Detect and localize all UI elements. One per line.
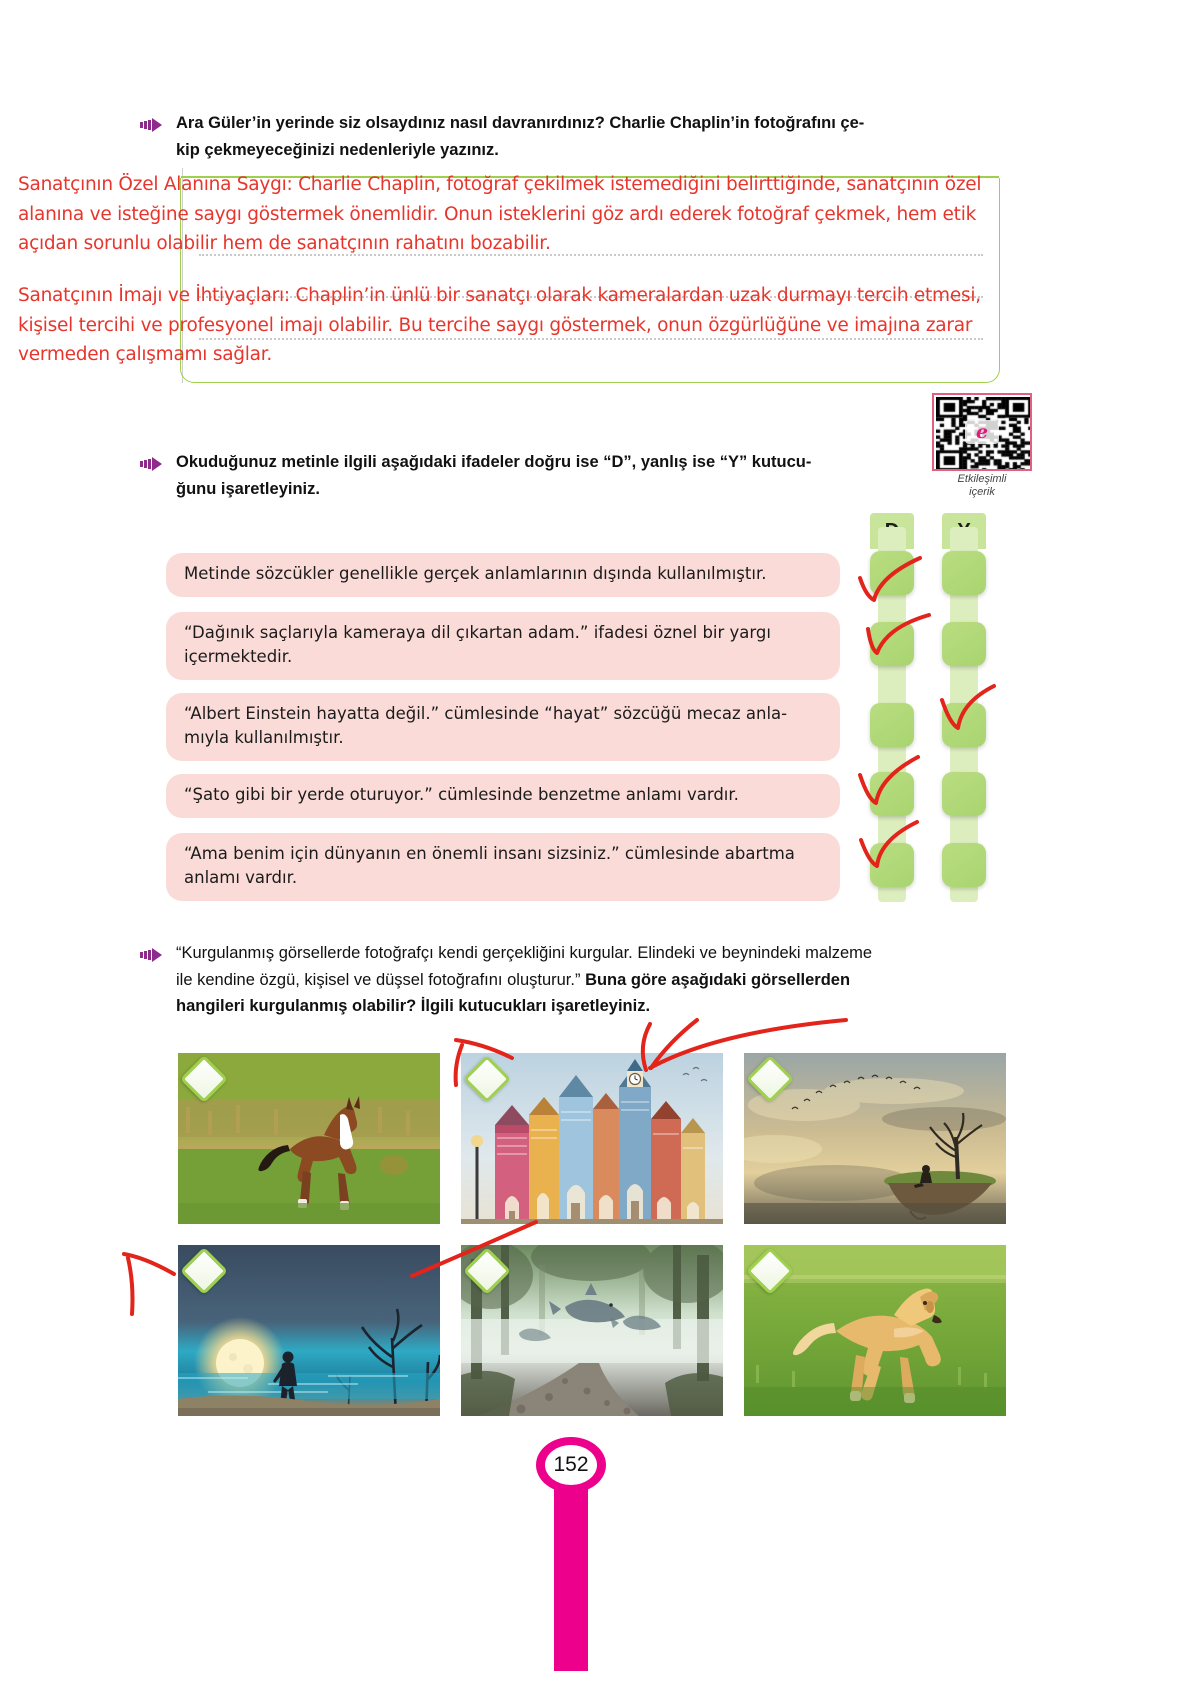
q2-bullet-icon xyxy=(140,457,170,471)
true-false-row xyxy=(166,833,840,901)
checkbox-false-5[interactable] xyxy=(942,843,986,887)
question-2-text xyxy=(176,449,916,502)
checkbox-true-2[interactable] xyxy=(870,622,914,666)
question-1-line-2: kip çekmeyeceğinizi nedenleriyle yazınız. xyxy=(176,140,499,159)
question-3-text xyxy=(176,940,1006,1020)
question-3-line-1: “Kurgulanmış görsellerde fotoğrafçı kendi gerçekliğini kurgular. Elindeki ve beynindeki malzeme xyxy=(176,944,873,962)
photo-running-golden-retriever[interactable] xyxy=(744,1245,1006,1416)
answer-p1-line-2: alanına ve isteğine saygı göstermek önemlidir. Onun isteklerini göz ardı ederek fotoğraf çekmek, hem etik xyxy=(18,204,977,225)
answer-p2-line-1: Sanatçının İmajı ve İhtiyaçları: Chaplin’in ünlü bir sanatçı olarak kameralardan uzak durmayı tercih etmesi, xyxy=(18,285,981,306)
statement-line: “Ama benim için dünyanın en önemli insanı sizsiniz.” cümlesinde abartma xyxy=(184,844,795,863)
true-false-row xyxy=(166,553,840,597)
page-number-value: 152 xyxy=(545,1445,597,1485)
statement-line: anlamı vardır. xyxy=(184,867,298,887)
question-3-line-2-regular: ile kendine özgü, kişisel ve düşsel fotoğrafını oluşturur.” xyxy=(176,970,586,989)
statement-line: Metinde sözcükler genellikle gerçek anlamlarının dışında kullanılmıştır. xyxy=(184,564,767,583)
answer-p1-line-1: Sanatçının Özel Alanına Saygı: Charlie Chaplin, fotoğraf çekilmek istemediğini belirttiğinde, sanatçının özel xyxy=(18,174,982,195)
true-false-row xyxy=(166,612,840,680)
eba-logo-icon: e xyxy=(965,420,999,444)
page-number-badge xyxy=(536,1437,606,1493)
statement-line: “Şato gibi bir yerde oturuyor.” cümlesinde benzetme anlamı vardır. xyxy=(184,785,739,804)
statement-line: mıyla kullanılmıştır. xyxy=(184,727,344,747)
student-answer-text[interactable] xyxy=(10,168,1000,380)
qr-caption-line-1: Etkileşimli xyxy=(957,473,1007,485)
photo-child-at-moonlit-shore[interactable] xyxy=(178,1245,440,1416)
checkbox-false-4[interactable] xyxy=(942,772,986,816)
answer-p1-line-3: açıdan sorunlu olabilir hem de sanatçının rahatını bozabilir. xyxy=(18,233,551,254)
question-3-line-3: hangileri kurgulanmış olabilir? İlgili kutucukları işaretleyiniz. xyxy=(176,997,651,1016)
statement-text xyxy=(166,833,840,901)
statement-text xyxy=(166,693,840,761)
statement-text xyxy=(166,553,840,597)
checkbox-true-4[interactable] xyxy=(870,772,914,816)
q1-bullet-icon xyxy=(140,118,170,132)
statement-text xyxy=(166,612,840,680)
answer-p2-line-3: vermeden çalışmamı sağlar. xyxy=(18,344,273,365)
checkbox-false-2[interactable] xyxy=(942,622,986,666)
question-1-text xyxy=(176,110,1006,163)
true-false-row xyxy=(166,774,840,818)
qr-code-box[interactable] xyxy=(932,393,1032,471)
statement-line: içermektedir. xyxy=(184,646,293,666)
question-3-line-2-bold: Buna göre aşağıdaki görsellerden xyxy=(585,970,851,989)
question-2-line-2: ğunu işaretleyiniz. xyxy=(176,479,320,498)
qr-caption-line-2: içerik xyxy=(969,485,995,498)
photo-sharks-in-foggy-forest-path[interactable] xyxy=(461,1245,723,1416)
question-2-line-1: Okuduğunuz metinle ilgili aşağıdaki ifadeler doğru ise “D”, yanlış ise “Y” kutucu- xyxy=(176,453,812,471)
checkbox-true-5[interactable] xyxy=(870,843,914,887)
qr-caption xyxy=(932,473,1032,499)
photo-castle-made-of-books[interactable] xyxy=(461,1053,723,1224)
question-1-line-1: Ara Güler’in yerinde siz olsaydınız nasıl davranırdınız? Charlie Chaplin’in fotoğrafını çe- xyxy=(176,114,865,132)
photo-floating-island-with-tree[interactable] xyxy=(744,1053,1006,1224)
page-number-tail xyxy=(554,1481,588,1671)
checkbox-true-1[interactable] xyxy=(870,551,914,595)
photo-running-foal-in-field[interactable] xyxy=(178,1053,440,1224)
statement-text xyxy=(166,774,840,818)
true-false-row xyxy=(166,693,840,761)
answer-p2-line-2: kişisel tercihi ve profesyonel imajı olabilir. Bu tercihe saygı göstermek, onun özgürlüğüne ve imajına zarar xyxy=(18,315,973,336)
checkbox-false-1[interactable] xyxy=(942,551,986,595)
checkbox-true-3[interactable] xyxy=(870,703,914,747)
statement-line: “Dağınık saçlarıyla kameraya dil çıkartan adam.” ifadesi öznel bir yargı xyxy=(184,623,771,642)
page-number-circle xyxy=(536,1437,606,1493)
question-3-line-2 xyxy=(176,967,1006,994)
checkbox-false-3[interactable] xyxy=(942,703,986,747)
interactive-content-qr[interactable] xyxy=(932,393,1032,499)
statement-line: “Albert Einstein hayatta değil.” cümlesinde “hayat” sözcüğü mecaz anla- xyxy=(184,704,788,723)
q3-bullet-icon xyxy=(140,948,170,962)
